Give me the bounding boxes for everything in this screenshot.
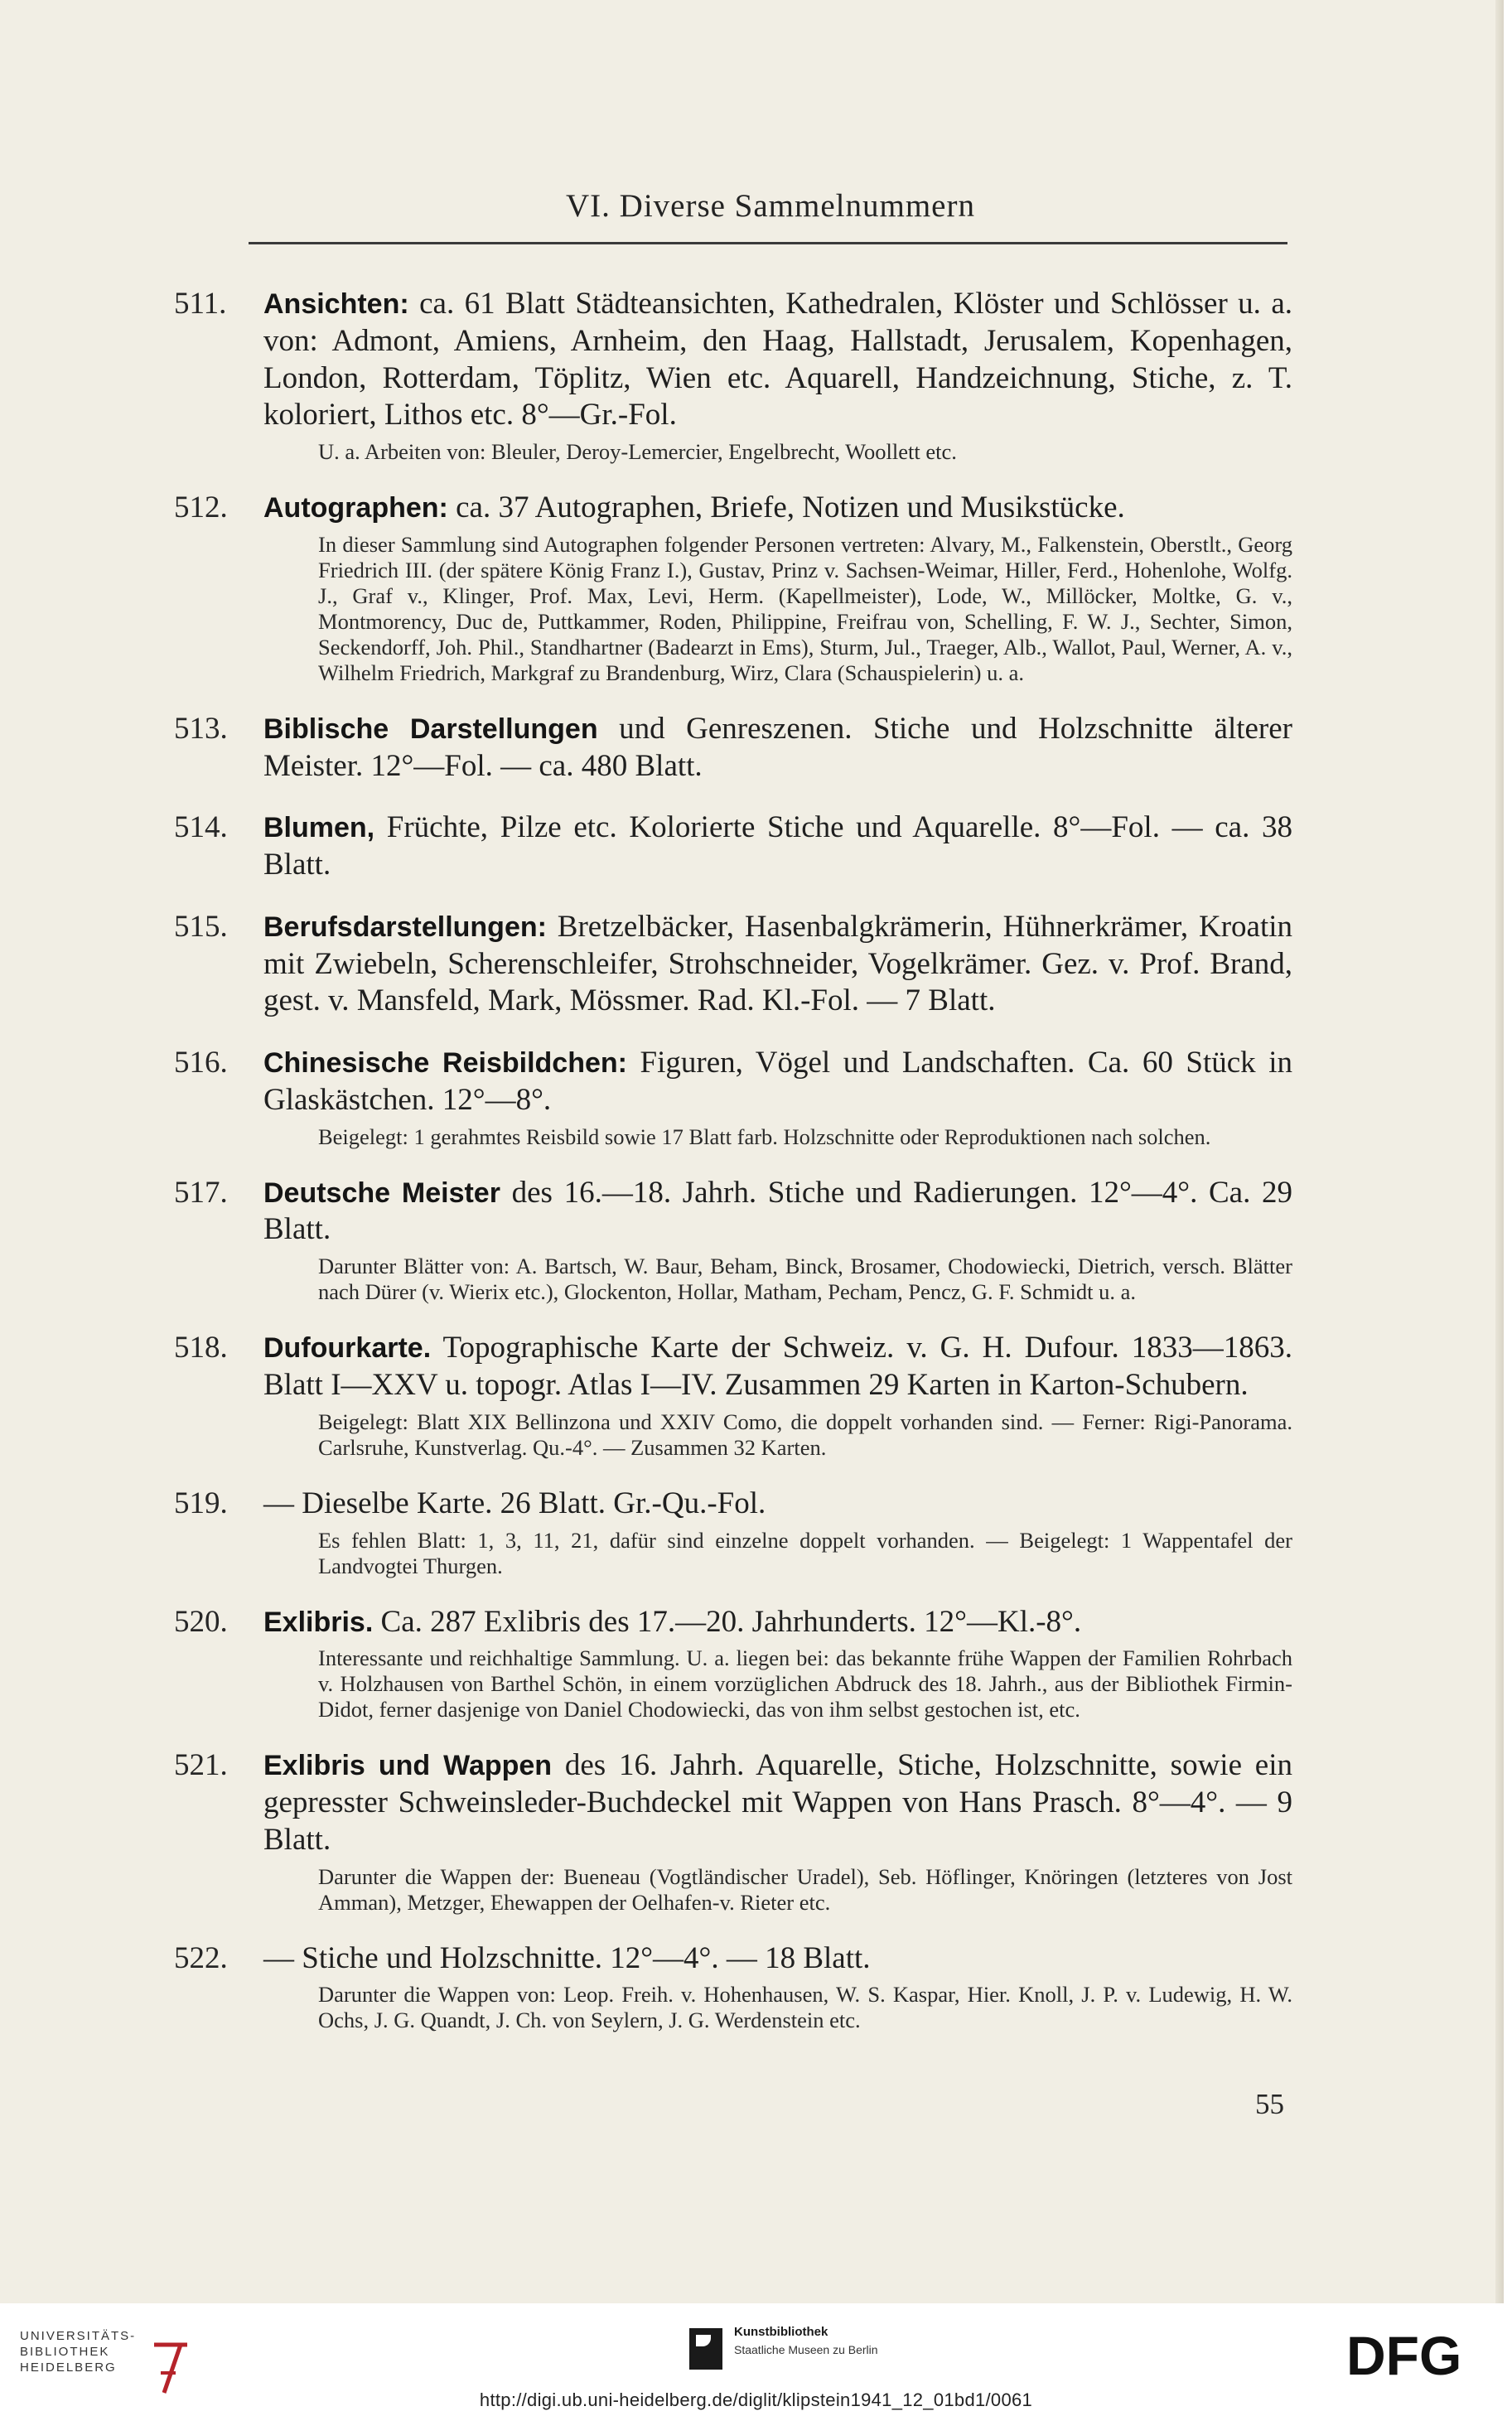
- entry-note: In dieser Sammlung sind Autographen folgender Personen vertreten: Alvary, M., Falkenstein, Oberstlt., Georg Friedrich III. (der spätere König Franz I.), Gustav, Prinz v. Sachsen-Weimar, Hiller, Ferd., Hohenlohe, Wolfg. J., Graf v., Klinger, Prof. Max, Levi, Herm. (Kapellmeister), Lode, W., Millöcker, Moltke, G. v., Montmorency, Duc de, Puttkammer, Roden, Philippine, Freifrau von, Schelling, F. W. J., Sechter, Simon, Seckendorff, Joh. Phil., Standhartner (Badearzt in Ems), Sturm, Jul., Traeger, Alb., Wallot, Paul, Werner, A. v., Wilhelm Friedrich, Markgraf zu Brandenburg, Wirz, Clara (Schauspielerin) u. a.: [318, 531, 1292, 685]
- entry-note: Darunter die Wappen der: Bueneau (Vogtländischer Uradel), Seb. Höflinger, Knöringen (letzteres von Jost Amman), Metzger, Ehewappen der Oelhafen-v. Rieter etc.: [318, 1863, 1292, 1915]
- entry-number: 515.: [174, 909, 228, 944]
- entry-text: — Stiche und Holzschnitte. 12°—4°. — 18 Blatt.: [263, 1940, 871, 1975]
- catalog-entry: [174, 1940, 1292, 2034]
- entry-text: und Genreszenen. Stiche und Holzschnitte älterer Meister. 12°—Fol. — ca. 480 Blatt.: [263, 711, 1292, 783]
- entry-text: Ca. 287 Exlibris des 17.—20. Jahrhunderts. 12°—Kl.-8°.: [380, 1604, 1082, 1639]
- entry-number: 517.: [174, 1175, 228, 1210]
- entry-keyword: Exlibris und Wappen: [263, 1750, 553, 1782]
- entry-text: Topographische Karte der Schweiz. v. G. H. Dufour. 1833—1863. Blatt I—XXV u. topogr. Atlas I—IV. Zusammen 29 Karten in Karton-Schubern.: [263, 1331, 1292, 1403]
- entry-note: Beigelegt: Blatt XIX Bellinzona und XXIV Como, die doppelt vorhanden sind. — Ferner: Rigi-Panorama. Carlsruhe, Kunstverlag. Qu.-4°. — Zusammen 32 Karten.: [318, 1409, 1292, 1460]
- entry-description: [263, 1045, 1292, 1119]
- catalog-entry: [174, 286, 1292, 465]
- entry-number: 518.: [174, 1331, 228, 1365]
- entry-text: des 16.—18. Jahrh. Stiche und Radierungen. 12°—4°. Ca. 29 Blatt.: [263, 1175, 1293, 1247]
- kunstbibliothek-subtitle: Staatliche Museen zu Berlin: [734, 2343, 878, 2356]
- entry-keyword: Exlibris.: [263, 1606, 374, 1638]
- catalog-entry: [174, 1330, 1292, 1461]
- entry-text: Bretzelbäcker, Hasenbalgkrämerin, Hühnerkrämer, Kroatin mit Zwiebeln, Scherenschleifer, Strohschneider, Vogelkrämer. Gez. v. Prof. Brand, gest. v. Mansfeld, Mark, Mössmer. Rad. Kl.-Fol. — 7 Blatt.: [263, 909, 1292, 1018]
- entry-keyword: Blumen,: [263, 812, 375, 844]
- catalog-entries: [174, 286, 1292, 2058]
- entry-note: Darunter die Wappen von: Leop. Freih. v. Hohenhausen, W. S. Kaspar, Hier. Knoll, J. P. v. Ludewig, H. W. Ochs, J. G. Quandt, J. Ch. von Seylern, J. G. Werdenstein etc.: [318, 1982, 1292, 2033]
- entry-text: ca. 61 Blatt Städteansichten, Kathedralen, Klöster und Schlösser u. a. von: Admont, Amiens, Arnheim, den Haag, Hallstadt, Jerusalem, Kopenhagen, London, Rotterdam, Töplitz, Wien etc. Aquarell, Handzeichnung, Stiche, z. T. koloriert, Lithos etc. 8°—Gr.-Fol.: [263, 287, 1293, 432]
- entry-description: [263, 711, 1292, 785]
- entry-number: 519.: [174, 1486, 228, 1520]
- scan-margin: [1504, 0, 1512, 2303]
- entry-note: Interessante und reichhaltige Sammlung. U. a. liegen bei: das bekannte frühe Wappen der Familien Rohrbach v. Holzhausen von Barthel Schön, in einem vorzüglichen Abdruck des 18. Jahrh., aus der Bibliothek Firmin-Didot, ferner dasjenige von Daniel Chodowiecki, das von ihm selbst gestochen ist, etc.: [318, 1645, 1292, 1723]
- kunstbibliothek-icon: [689, 2328, 722, 2370]
- entry-description: [263, 1175, 1292, 1249]
- entry-number: 522.: [174, 1940, 228, 1975]
- catalog-entry: [174, 1747, 1292, 1915]
- entry-note: Es fehlen Blatt: 1, 3, 11, 21, dafür sind einzelne doppelt vorhanden. — Beigelegt: 1 Wappentafel der Landvogtei Thurgen.: [318, 1527, 1292, 1578]
- entry-description: [263, 1747, 1292, 1858]
- entry-keyword: Biblische Darstellungen: [263, 713, 598, 745]
- entry-number: 514.: [174, 810, 228, 845]
- header-rule: [249, 242, 1287, 244]
- catalog-entry: [174, 1175, 1292, 1306]
- entry-description: [263, 1940, 1292, 1978]
- catalog-entry: [174, 711, 1292, 785]
- catalog-entry: [174, 909, 1292, 1020]
- entry-keyword: Dufourkarte.: [263, 1332, 432, 1365]
- running-head: VI. Diverse Sammelnummern: [566, 188, 975, 224]
- entry-description: [263, 1604, 1292, 1641]
- entry-description: [263, 809, 1292, 884]
- page-number: 55: [1255, 2088, 1284, 2120]
- dfg-logo-text: DFG: [1346, 2327, 1462, 2385]
- entry-description: [263, 286, 1292, 434]
- entry-description: [263, 909, 1292, 1020]
- catalog-entry: [174, 1486, 1292, 1579]
- entry-keyword: Chinesische Reisbildchen:: [263, 1047, 627, 1080]
- entry-number: 521.: [174, 1748, 228, 1783]
- entry-text: des 16. Jahrh. Aquarelle, Stiche, Holzschnitte, sowie ein gepresster Schweinsleder-Buchdeckel mit Wappen von Hans Prasch. 8°—4°. — 9 Blatt.: [263, 1748, 1292, 1857]
- entry-note: U. a. Arbeiten von: Bleuler, Deroy-Lemercier, Engelbrecht, Woollett etc.: [318, 439, 957, 465]
- entry-number: 512.: [174, 490, 228, 525]
- entry-text: — Dieselbe Karte. 26 Blatt. Gr.-Qu.-Fol.: [263, 1486, 766, 1520]
- entry-text: Figuren, Vögel und Landschaften. Ca. 60 Stück in Glaskästchen. 12°—8°.: [263, 1046, 1293, 1117]
- footer-bar: [0, 2303, 1512, 2416]
- catalog-entry: [174, 490, 1292, 686]
- entry-number: 520.: [174, 1604, 228, 1639]
- catalog-entry: [174, 1604, 1292, 1723]
- kunstbibliothek-logo[interactable]: [689, 2323, 954, 2381]
- entry-note: Darunter Blätter von: A. Bartsch, W. Baur, Beham, Binck, Brosamer, Chodowiecki, Dietrich, versch. Blätter nach Dürer (v. Wierix etc.), Glockenton, Hollar, Matham, Pecham, Pencz, G. F. Schmidt u. a.: [318, 1254, 1292, 1305]
- university-logo-line: BIBLIOTHEK: [20, 2345, 110, 2359]
- permalink-url[interactable]: http://digi.ub.uni-heidelberg.de/diglit/klipstein1941_12_01bd1/0061: [479, 2389, 1033, 2410]
- catalog-entry: [174, 1045, 1292, 1150]
- kunstbibliothek-title: Kunstbibliothek: [734, 2325, 828, 2339]
- entry-keyword: Autographen:: [263, 492, 448, 524]
- entry-keyword: Deutsche Meister: [263, 1177, 500, 1209]
- university-logo-line: HEIDELBERG: [20, 2360, 117, 2375]
- entry-note: Beigelegt: 1 gerahmtes Reisbild sowie 17 Blatt farb. Holzschnitte oder Reproduktionen nach solchen.: [318, 1123, 1211, 1149]
- dfg-logo[interactable]: [1346, 2327, 1494, 2385]
- entry-text: ca. 37 Autographen, Briefe, Notizen und Musikstücke.: [456, 490, 1125, 525]
- catalog-entry: [174, 809, 1292, 884]
- entry-number: 516.: [174, 1046, 228, 1080]
- entry-number: 511.: [174, 287, 227, 321]
- entry-keyword: Ansichten:: [263, 288, 409, 320]
- entry-description: [263, 1330, 1292, 1404]
- entry-text: Früchte, Pilze etc. Kolorierte Stiche und Aquarelle. 8°—Fol. — ca. 38 Blatt.: [263, 810, 1293, 882]
- entry-keyword: Berufsdarstellungen:: [263, 911, 547, 943]
- entry-number: 513.: [174, 711, 228, 746]
- entry-description: [263, 1486, 1292, 1523]
- university-logo-line: UNIVERSITÄTS-: [20, 2329, 137, 2343]
- entry-description: [263, 490, 1292, 527]
